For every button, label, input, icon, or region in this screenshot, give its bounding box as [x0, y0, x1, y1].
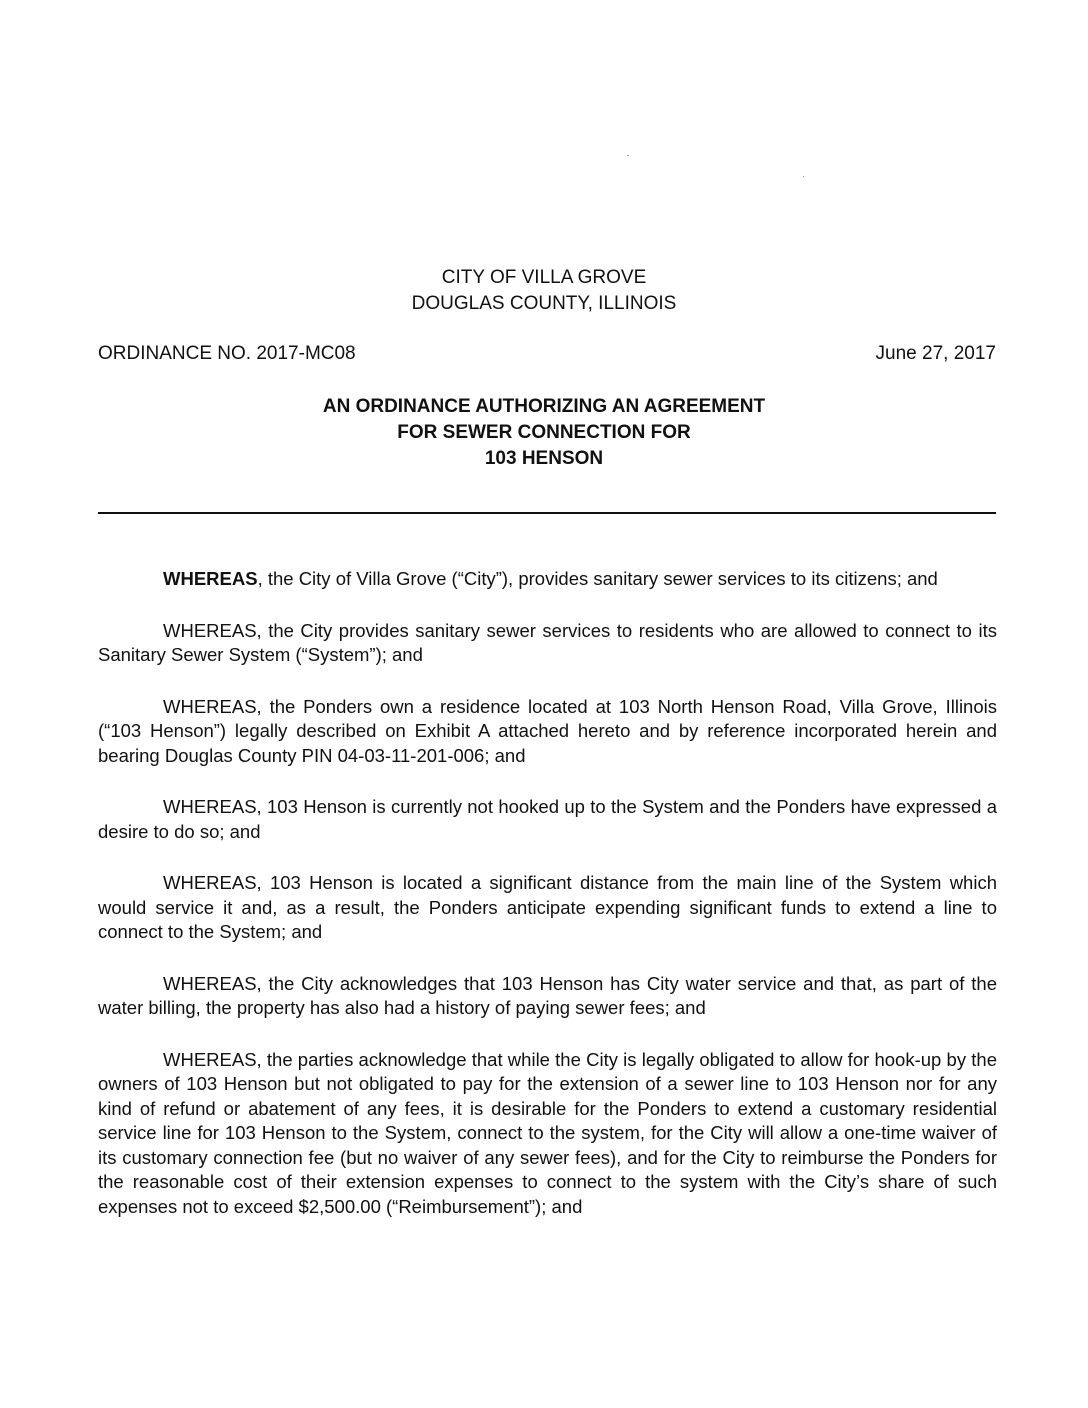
whereas-lead-word: WHEREAS	[163, 568, 258, 589]
ordinance-date: June 27, 2017	[875, 343, 996, 364]
ordinance-title-line-1: AN ORDINANCE AUTHORIZING AN AGREEMENT	[322, 396, 766, 417]
ordinance-body	[98, 567, 997, 1246]
whereas-paragraph-2: WHEREAS, the City provides sanitary sewer services to residents who are allowed to connect to its Sanitary Sewer System (“System”); and	[98, 619, 997, 665]
paragraph-text: , the City of Villa Grove (“City”), provides sanitary sewer services to its citizens; and	[257, 568, 938, 589]
ordinance-title-line-2: FOR SEWER CONNECTION FOR	[397, 422, 691, 443]
city-heading: CITY OF VILLA GROVE	[441, 267, 647, 288]
whereas-paragraph-1	[98, 567, 997, 592]
whereas-paragraph-4: WHEREAS, 103 Henson is currently not hooked up to the System and the Ponders have expressed a desire to do so; and	[98, 796, 997, 842]
whereas-paragraph-7: WHEREAS, the parties acknowledge that while the City is legally obligated to allow for hook-up by the owners of 103 Henson but not obligated to pay for the extension of a sewer line to 103 Henson nor for any kind of refund or abatement of any fees, it is desirable for the Ponders to extend a customary residential service line for 103 Henson to the System, connect to the system, for the City will allow a one-time waiver of its customary connection fee (but no waiver of any sewer fees), and for the City to reimburse the Ponders for the reasonable cost of their extension expenses to connect to the system with the City’s share of such expenses not to exceed $2,500.00 (“Reimbursement”); and	[98, 1048, 997, 1217]
scan-artifact	[803, 176, 804, 177]
ordinance-title-line-3: 103 HENSON	[484, 448, 604, 469]
whereas-paragraph-5: WHEREAS, 103 Henson is located a significant distance from the main line of the System which would service it and, as a result, the Ponders anticipate expending significant funds to extend a line to connect to the System; and	[98, 872, 997, 942]
whereas-paragraph-6: WHEREAS, the City acknowledges that 103 Henson has City water service and that, as part of the water billing, the property has also had a history of paying sewer fees; and	[98, 972, 997, 1018]
ordinance-number: ORDINANCE NO. 2017-MC08	[98, 343, 356, 364]
county-heading: DOUGLAS COUNTY, ILLINOIS	[411, 293, 677, 314]
title-divider	[98, 512, 996, 514]
scan-artifact	[627, 155, 629, 156]
whereas-paragraph-3: WHEREAS, the Ponders own a residence located at 103 North Henson Road, Villa Grove, Illinois (“103 Henson”) legally described on Exhibit A attached hereto and by reference incorporated herein and bearing Douglas County PIN 04-03-11-201-006; and	[98, 695, 997, 766]
